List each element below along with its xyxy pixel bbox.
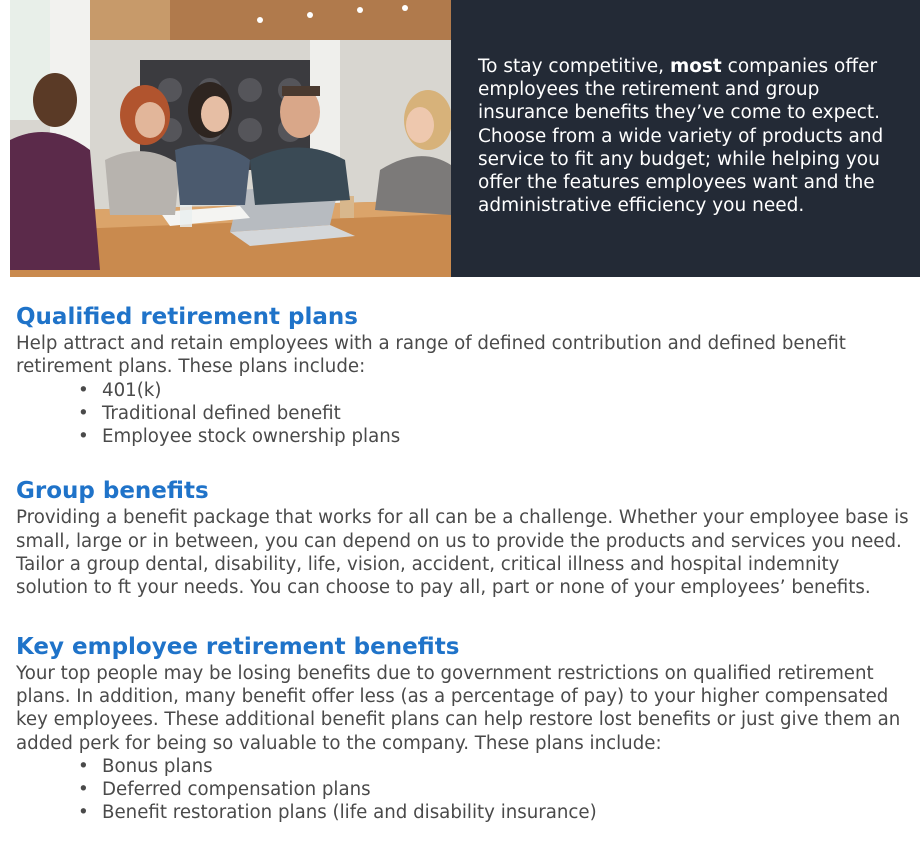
bullet-list bbox=[16, 379, 911, 449]
intro-text-start: To stay competitive, bbox=[478, 56, 670, 77]
section-title: Key employee retirement benefits bbox=[16, 633, 460, 660]
section-body: Help attract and retain employees with a range of defined contribution and defined benefit retirement plans. These plans include: bbox=[16, 333, 846, 378]
section-title: Qualified retirement plans bbox=[16, 304, 358, 330]
hero-photo bbox=[10, 0, 451, 277]
list-item: • Benefit restoration plans (life and disability insurance) bbox=[78, 801, 911, 824]
bullet-list bbox=[16, 755, 911, 825]
list-item: • Employee stock ownership plans bbox=[78, 425, 911, 448]
section-body: Your top people may be losing benefits due to government restrictions on qualified retirement plans. In addition, many benefit offer less (as a percentage of pay) to your higher compensated key employees. These additional benefit plans can help restore lost benefits or just give them an added perk for being so valuable to the company. These plans include: bbox=[16, 662, 901, 754]
hero-banner bbox=[10, 0, 920, 277]
list-item: • Deferred compensation plans bbox=[78, 778, 911, 801]
section-qualified-retirement bbox=[16, 302, 911, 448]
content-area bbox=[16, 302, 911, 853]
intro-text-end: companies offer employees the retirement and group insurance benefits they’ve come to expect. Choose from a wide variety of products and service to fit any budget; while helping you offer the features employees want and the administrative efficiency you need. bbox=[478, 56, 884, 217]
list-item: • Traditional defined benefit bbox=[78, 402, 911, 425]
section-group-benefits bbox=[16, 476, 911, 599]
section-body: Providing a benefit package that works for all can be a challenge. Whether your employee base is small, large or in between, you can depend on us to provide the products and services you need. Tailor a group dental, disability, life, vision, accident, critical illness and hospital indemnity solution to ft your needs. You can choose to pay all, part or none of your employees’ benefits. bbox=[16, 507, 909, 599]
section-key-employee-retirement bbox=[16, 632, 911, 825]
list-item: • Bonus plans bbox=[78, 755, 911, 778]
section-title: Group benefits bbox=[16, 478, 209, 505]
intro-text-emphasis: most bbox=[669, 56, 722, 77]
list-item: • 401(k) bbox=[78, 379, 911, 402]
intro-panel bbox=[451, 0, 920, 277]
